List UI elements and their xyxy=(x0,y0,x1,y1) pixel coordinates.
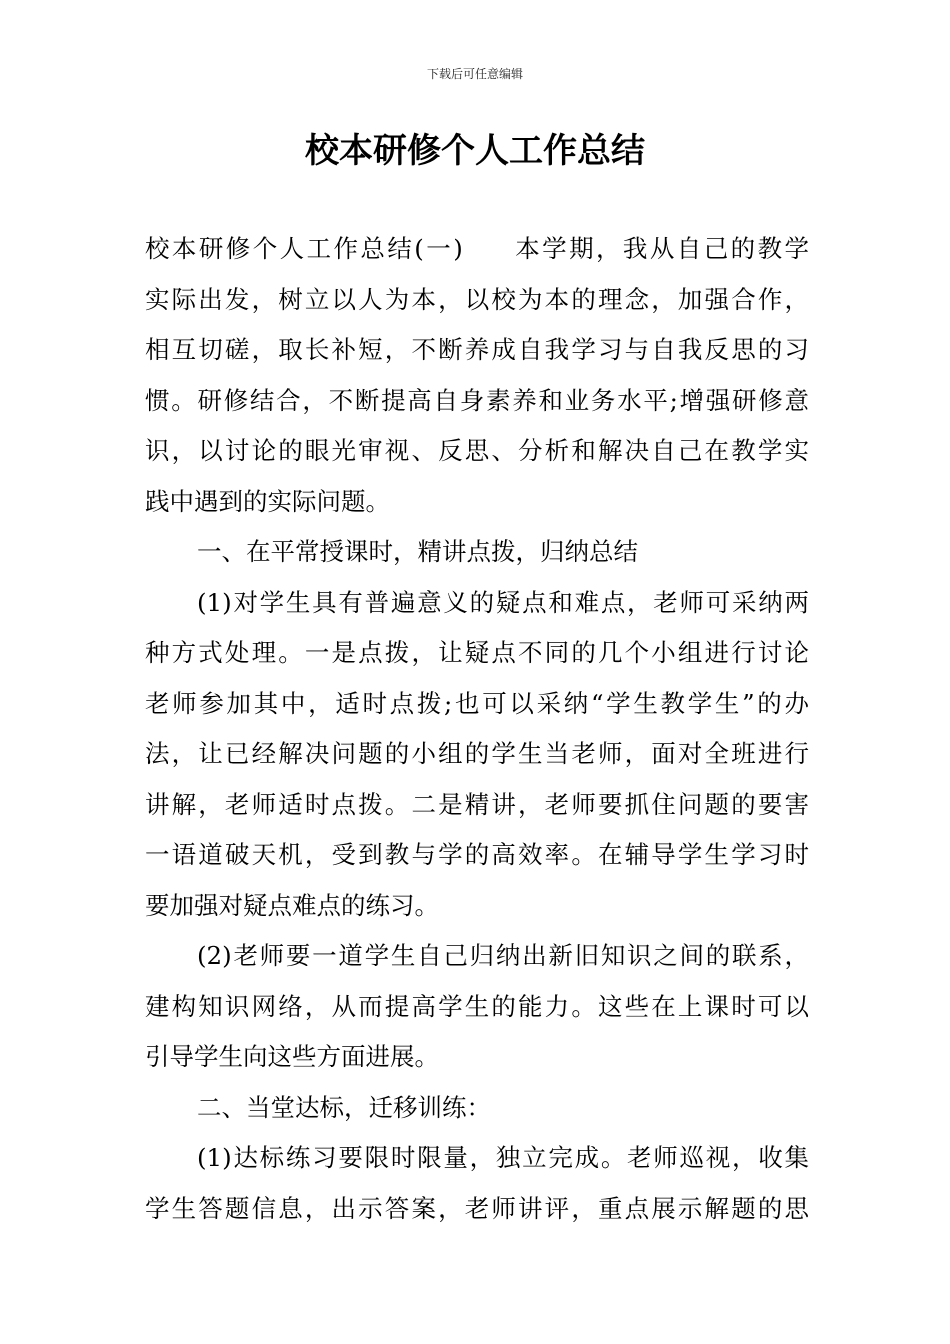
paragraph-line: 惯。研修结合，不断提高自身素养和业务水平;增强研修意 xyxy=(145,385,809,415)
paragraph-line: 识，以讨论的眼光审视、反思、分析和解决自己在教学实 xyxy=(145,436,809,465)
paragraph-line: 种方式处理。一是点拨，让疑点不同的几个小组进行讨论 xyxy=(145,638,809,667)
section-heading: 校本研修个人工作总结(一) xyxy=(145,234,463,263)
paragraph-line: (2)老师要一道学生自己归纳出新旧知识之间的联系， xyxy=(197,941,809,970)
paragraph-line: 实际出发，树立以人为本，以校为本的理念，加强合作， xyxy=(145,284,809,314)
paragraph-line xyxy=(145,224,809,275)
paragraph-line: 讲解，老师适时点拨。二是精讲，老师要抓住问题的要害 xyxy=(145,789,809,819)
paragraph-line: 要加强对疑点难点的练习。 xyxy=(145,890,439,920)
paragraph-line: (1)对学生具有普遍意义的疑点和难点，老师可采纳两 xyxy=(197,587,809,617)
document-body xyxy=(145,224,809,1234)
page-header: 下载后可任意编辑 xyxy=(426,67,523,81)
paragraph-line: 一语道破天机，受到教与学的高效率。在辅导学生学习时 xyxy=(145,840,809,869)
paragraph-line: 老师参加其中，适时点拨;也可以采纳“学生教学生”的办 xyxy=(145,688,809,718)
paragraph-line: 法，让已经解决问题的小组的学生当老师，面对全班进行 xyxy=(145,739,809,768)
paragraph-line: 相互切磋，取长补短，不断养成自我学习与自我反思的习 xyxy=(145,335,809,364)
paragraph-text: 本学期，我从自己的教学 xyxy=(512,234,810,263)
section-heading: 二、当堂达标，迁移训练： xyxy=(197,1092,491,1122)
section-heading: 一、在平常授课时，精讲点拨，归纳总结 xyxy=(197,537,638,566)
paragraph-line: 学生答题信息，出示答案，老师讲评，重点展示解题的思 xyxy=(145,1193,809,1223)
paragraph-line: 引导学生向这些方面进展。 xyxy=(145,1042,439,1071)
paragraph-line: 建构知识网络，从而提高学生的能力。这些在上课时可以 xyxy=(145,991,809,1021)
document-title: 校本研修个人工作总结 xyxy=(305,131,645,171)
paragraph-line: (1)达标练习要限时限量，独立完成。老师巡视，收集 xyxy=(197,1143,809,1172)
paragraph-line: 践中遇到的实际问题。 xyxy=(145,486,390,516)
